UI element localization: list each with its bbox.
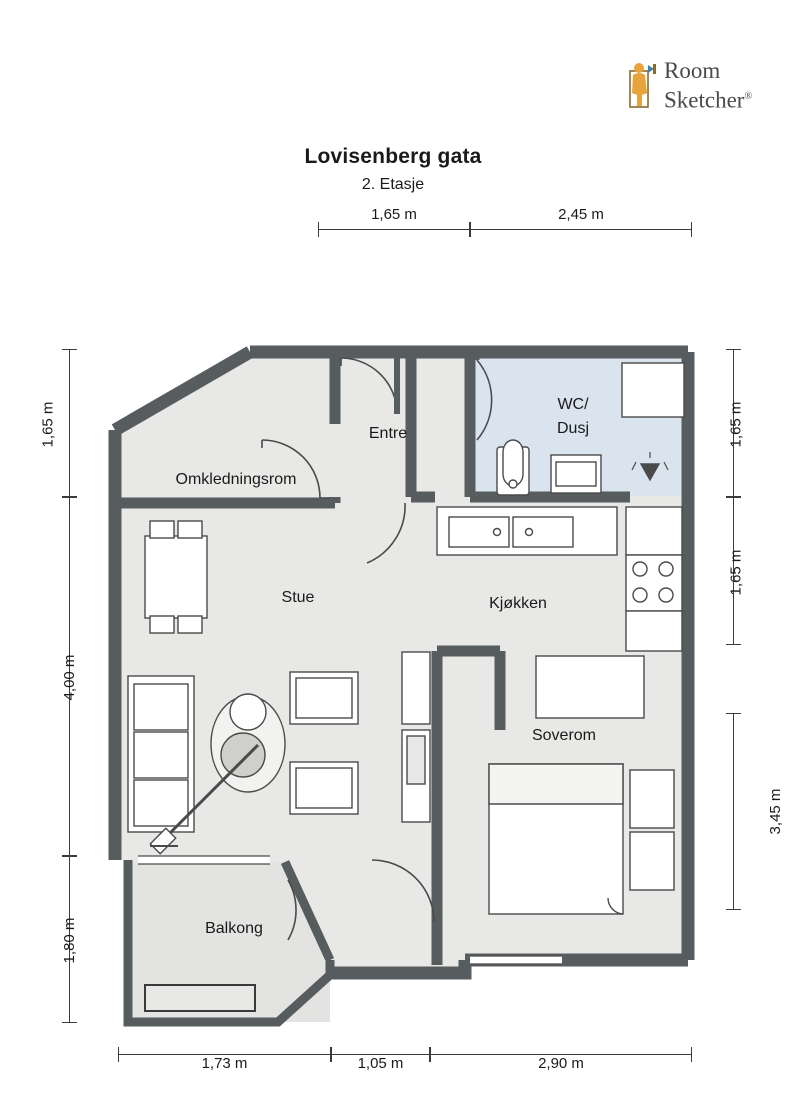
room-label-kjokken: Kjøkken bbox=[489, 595, 547, 612]
dimension-left-3-label: 1,80 m bbox=[61, 917, 78, 964]
dimension-right-1-label: 1,65 m bbox=[727, 401, 745, 448]
dimension-bottom-3-label: 2,90 m bbox=[538, 1055, 584, 1072]
dimension-top-1-label: 1,65 m bbox=[371, 206, 417, 223]
balcony-railing bbox=[145, 985, 255, 1011]
room-label-soverom: Soverom bbox=[531, 727, 597, 744]
dimension-bottom-1-label: 1,73 m bbox=[201, 1055, 248, 1072]
brand-line-2: Sketcher bbox=[664, 87, 745, 113]
brand-line-1: Room bbox=[664, 58, 721, 83]
room-label-wc-dusj-line1: WC/ bbox=[557, 396, 589, 413]
dimension-right-2-label: 1,65 m bbox=[727, 549, 745, 596]
page-subtitle: 2. Etasje bbox=[361, 176, 425, 193]
dimension-bottom-2-label: 1,05 m bbox=[357, 1055, 404, 1072]
dimension-right-3-label: 3,45 m bbox=[767, 788, 784, 835]
room-label-entre: Entre bbox=[368, 425, 408, 442]
registered-mark: ® bbox=[744, 91, 753, 102]
room-label-balkong: Balkong bbox=[205, 920, 263, 937]
dimension-left-2-label: 4,00 m bbox=[61, 654, 78, 701]
room-label-wc-dusj-line2: Dusj bbox=[556, 420, 590, 437]
room-label-stue: Stue bbox=[281, 589, 315, 606]
room-label-omkledningsrom: Omkledningsrom bbox=[175, 471, 297, 488]
dimension-left-1-label: 1,65 m bbox=[39, 401, 57, 448]
page-title: Lovisenberg gata bbox=[304, 145, 482, 168]
dimension-top-2-label: 2,45 m bbox=[558, 206, 604, 223]
